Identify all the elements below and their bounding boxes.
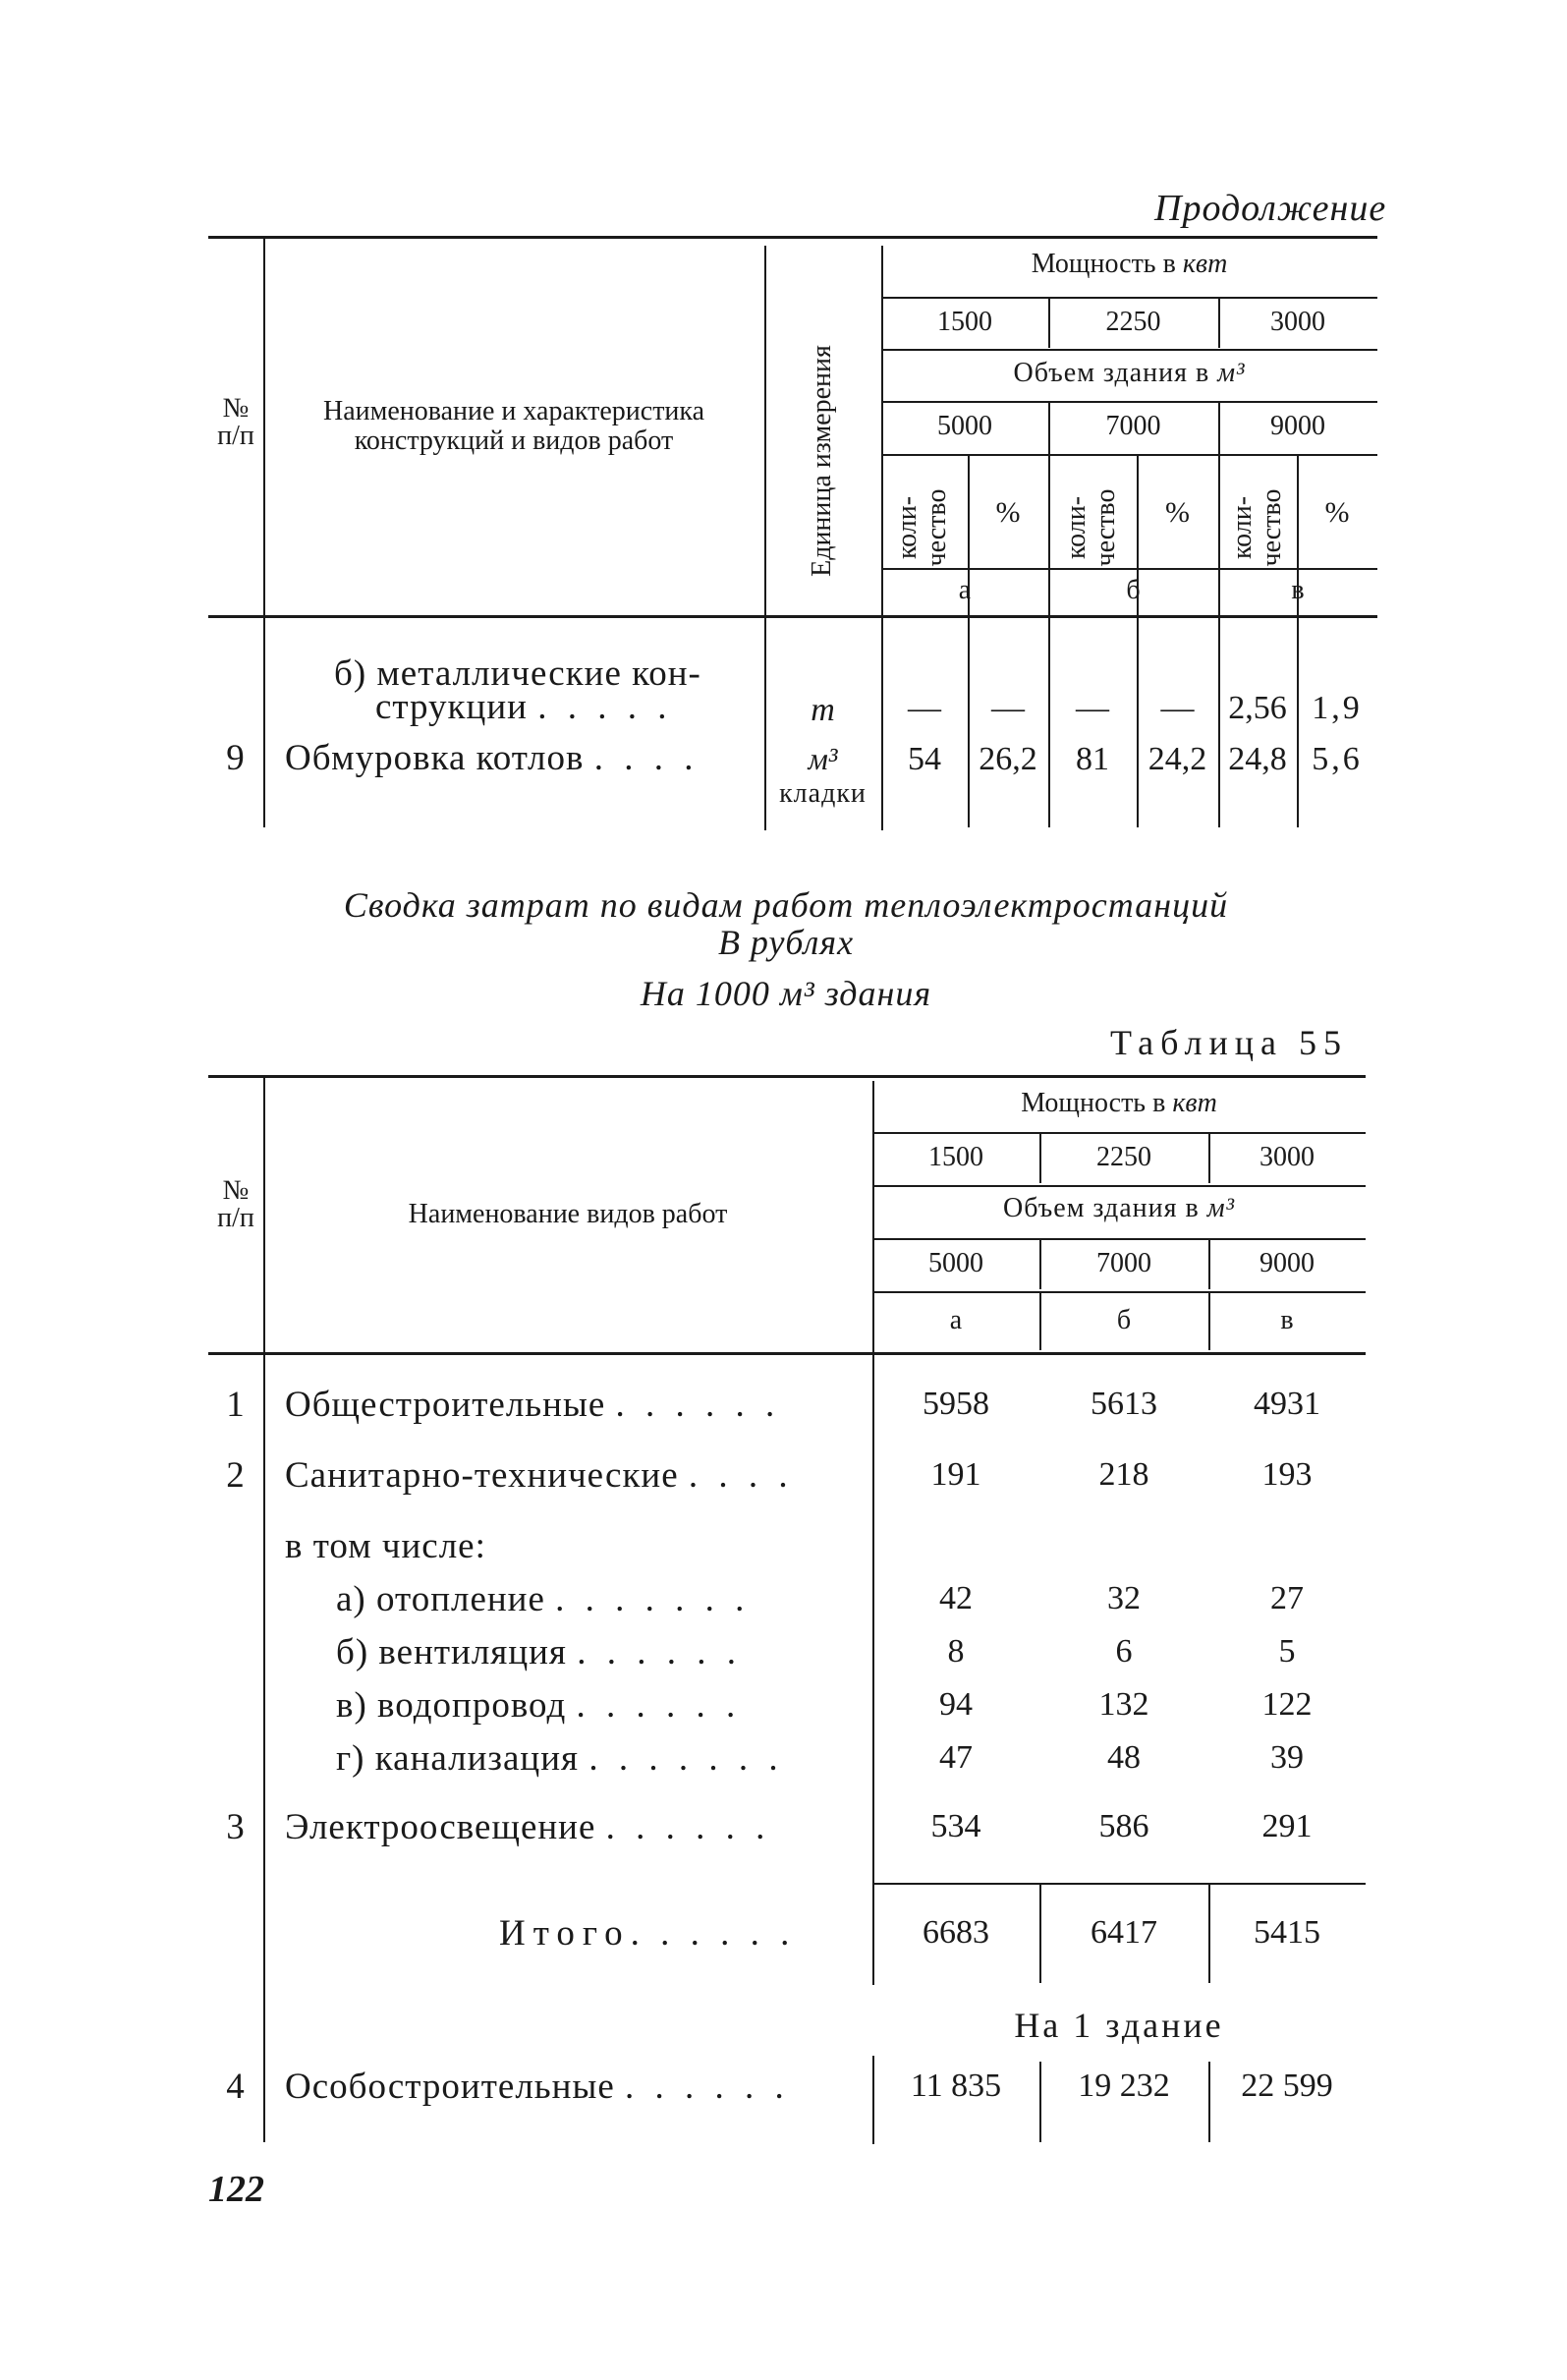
cell-v: 122 bbox=[1261, 1686, 1313, 1723]
volume-unit: м³ bbox=[1206, 1193, 1235, 1223]
col-name-header: Наименование и характеристика bbox=[322, 396, 705, 426]
power-1500: 1500 bbox=[937, 307, 992, 337]
qty-header-v: коли- чество bbox=[1227, 488, 1287, 567]
row-leader-dots: . . . . . . bbox=[625, 2067, 790, 2107]
cell-v: 193 bbox=[1261, 1456, 1313, 1493]
cell-b: 6 bbox=[1115, 1633, 1133, 1670]
row-name: Санитарно-технические bbox=[285, 1455, 679, 1496]
row-leader-dots: . . . . . . . bbox=[555, 1579, 751, 1619]
col-no-header-sub: п/п bbox=[217, 421, 254, 451]
pct-header-a: % bbox=[995, 496, 1021, 529]
power-unit: квт bbox=[1182, 249, 1228, 279]
power-3000: 3000 bbox=[1259, 1142, 1315, 1172]
cell-v: 22 599 bbox=[1241, 2068, 1333, 2104]
total-a: 6683 bbox=[923, 1914, 989, 1951]
row-name: Особостроительные bbox=[285, 2067, 615, 2107]
cell-v-qty: 24,8 bbox=[1228, 741, 1287, 777]
cell-v: 39 bbox=[1270, 1739, 1304, 1776]
col-name-header: Наименование видов работ bbox=[408, 1199, 728, 1229]
cell-b: 19 232 bbox=[1078, 2068, 1170, 2104]
col-no-header: № bbox=[222, 1175, 250, 1206]
cell-a-pct: 26,2 bbox=[979, 741, 1037, 777]
volume-label: Объем здания в bbox=[1013, 358, 1210, 388]
caption-title: Сводка затрат по видам работ теплоэлектростанций bbox=[343, 885, 1229, 925]
volume-7000: 7000 bbox=[1096, 1248, 1151, 1278]
row-name-line1: б) металлические кон- bbox=[334, 653, 701, 694]
row-unit-sub: кладки bbox=[779, 778, 867, 809]
col-letter-a: а bbox=[958, 575, 972, 605]
row-leader-dots: . . . . . . . bbox=[588, 1738, 784, 1779]
caption-basis: На 1000 м³ здания bbox=[640, 974, 932, 1013]
cell-b: 586 bbox=[1098, 1808, 1149, 1844]
cell-a-qty: — bbox=[908, 690, 941, 726]
power-3000: 3000 bbox=[1270, 307, 1325, 337]
col-name-header-sub: конструкций и видов работ bbox=[354, 425, 674, 456]
row-unit: т bbox=[811, 692, 835, 728]
caption-currency: В рублях bbox=[717, 923, 855, 962]
row-leader-dots: . . . . . . bbox=[605, 1807, 771, 1847]
col-no-header-sub: п/п bbox=[217, 1203, 254, 1233]
cell-a: 42 bbox=[939, 1580, 973, 1616]
power-2250: 2250 bbox=[1105, 307, 1161, 337]
cell-a: 5958 bbox=[923, 1386, 989, 1422]
row-no: 2 bbox=[226, 1455, 246, 1496]
power-unit: квт bbox=[1172, 1088, 1217, 1118]
cell-a-pct: — bbox=[991, 690, 1025, 726]
cell-v: 5 bbox=[1278, 1633, 1296, 1670]
col-unit-header: Единица измерения bbox=[807, 345, 837, 577]
cell-a: 47 bbox=[939, 1739, 973, 1776]
volume-5000: 5000 bbox=[937, 411, 992, 441]
row-unit: м³ bbox=[808, 741, 838, 776]
row-name: Обмуровка котлов bbox=[285, 738, 585, 778]
row-leader-dots: . . . . . . bbox=[630, 1913, 796, 1954]
cell-v: 4931 bbox=[1254, 1386, 1320, 1422]
cell-v-pct: 5,6 bbox=[1312, 741, 1363, 777]
cell-a: 191 bbox=[930, 1456, 981, 1493]
per-building-label: На 1 здание bbox=[1014, 2006, 1224, 2045]
row-no: 3 bbox=[226, 1807, 246, 1847]
volume-7000: 7000 bbox=[1105, 411, 1161, 441]
pct-header-v: % bbox=[1324, 496, 1350, 529]
col-letter-b: б bbox=[1116, 1305, 1132, 1335]
col-no-header: № bbox=[222, 393, 250, 424]
volume-unit: м³ bbox=[1217, 358, 1246, 388]
row-no: 1 bbox=[226, 1385, 246, 1425]
col-letter-v: в bbox=[1280, 1305, 1294, 1335]
col-letter-b: б bbox=[1126, 575, 1141, 605]
cell-v: 291 bbox=[1261, 1808, 1313, 1844]
row-leader-dots: . . . . . . bbox=[615, 1385, 781, 1425]
row-no: 9 bbox=[226, 738, 246, 778]
power-label: Мощность в bbox=[1031, 249, 1176, 279]
row-name: б) вентиляция bbox=[336, 1632, 567, 1672]
row-name-line2: струкции bbox=[375, 687, 528, 727]
cell-b-pct: — bbox=[1160, 690, 1195, 726]
cell-v-pct: 1,9 bbox=[1312, 690, 1363, 726]
power-label: Мощность в bbox=[1021, 1088, 1166, 1118]
cell-b: 132 bbox=[1098, 1686, 1149, 1723]
cell-b-qty: — bbox=[1076, 690, 1109, 726]
pct-header-b: % bbox=[1165, 496, 1190, 529]
cell-a: 534 bbox=[930, 1808, 981, 1844]
cell-b: 5613 bbox=[1091, 1386, 1157, 1422]
row-leader-dots: . . . . bbox=[593, 738, 700, 778]
cell-b-pct: 24,2 bbox=[1147, 741, 1207, 777]
cell-b: 32 bbox=[1107, 1580, 1141, 1616]
row-name: в том числе: bbox=[285, 1526, 486, 1566]
continuation-label: Продолжение bbox=[1154, 188, 1387, 229]
total-b: 6417 bbox=[1091, 1914, 1157, 1951]
qty-header-b: коли- чество bbox=[1061, 488, 1121, 567]
cell-v: 27 bbox=[1270, 1580, 1304, 1616]
page-number: 122 bbox=[208, 2169, 264, 2210]
power-1500: 1500 bbox=[928, 1142, 983, 1172]
cell-a: 94 bbox=[939, 1686, 973, 1723]
power-2250: 2250 bbox=[1096, 1142, 1151, 1172]
row-leader-dots: . . . . . . bbox=[577, 1632, 742, 1672]
cell-a: 8 bbox=[947, 1633, 965, 1670]
cell-b-qty: 81 bbox=[1076, 741, 1109, 777]
cell-b: 48 bbox=[1107, 1739, 1141, 1776]
row-name: г) канализация bbox=[336, 1738, 580, 1779]
row-no: 4 bbox=[226, 2067, 246, 2107]
row-name: Общестроительные bbox=[285, 1385, 606, 1425]
volume-9000: 9000 bbox=[1270, 411, 1325, 441]
volume-label: Объем здания в bbox=[1003, 1193, 1200, 1223]
row-leader-dots: . . . . . . bbox=[576, 1685, 742, 1726]
qty-header-a: коли- чество bbox=[892, 488, 952, 567]
cell-b: 218 bbox=[1098, 1456, 1149, 1493]
cell-v-qty: 2,56 bbox=[1228, 690, 1287, 726]
cell-a-qty: 54 bbox=[908, 741, 941, 777]
row-leader-dots: . . . . . bbox=[537, 687, 673, 727]
col-letter-v: в bbox=[1291, 575, 1305, 605]
cell-a: 11 835 bbox=[910, 2068, 1002, 2104]
table-label: Таблица 55 bbox=[1110, 1023, 1348, 1062]
total-v: 5415 bbox=[1254, 1914, 1320, 1951]
row-name: Электроосвещение bbox=[285, 1807, 596, 1847]
total-label: Итого bbox=[499, 1913, 631, 1954]
row-name: а) отопление bbox=[336, 1579, 545, 1619]
volume-5000: 5000 bbox=[928, 1248, 983, 1278]
volume-9000: 9000 bbox=[1259, 1248, 1315, 1278]
row-leader-dots: . . . . bbox=[688, 1455, 794, 1496]
row-name: в) водопровод bbox=[336, 1685, 567, 1726]
col-letter-a: а bbox=[949, 1305, 963, 1335]
